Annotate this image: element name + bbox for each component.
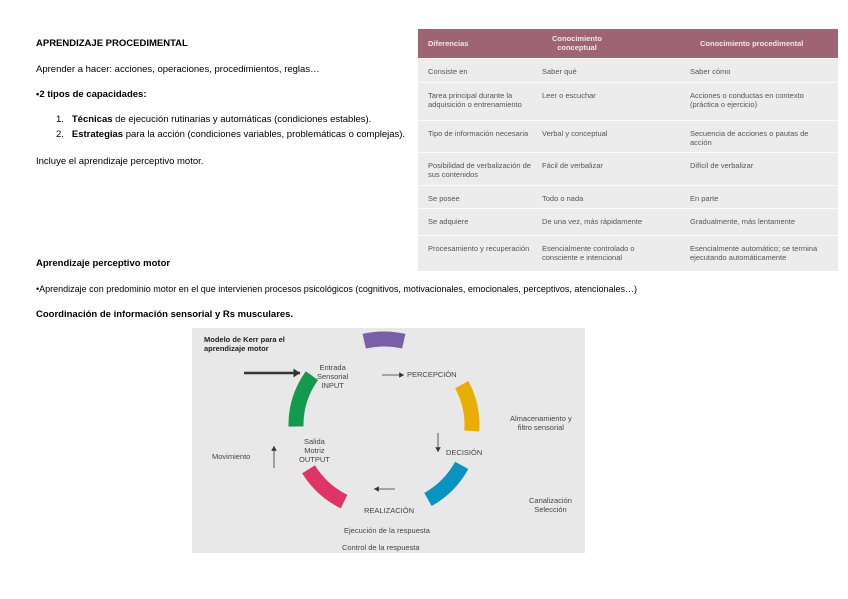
label-line: filtro sensorial	[517, 423, 564, 432]
item-number: 2.	[56, 129, 64, 140]
includes-text: Incluye el aprendizaje perceptivo motor.	[36, 156, 204, 167]
table-cell: Esencialmente automático; se termina ejecutando automáticamente	[690, 244, 818, 262]
kerr-model-diagram	[192, 328, 585, 553]
motor-text: •Aprendizaje con predominio motor en el que intervienen procesos psicológicos (cognitivos, motivacionales, emocionales, perceptivos, atencionales…)	[36, 284, 637, 294]
table-cell: Acciones o conductas en contexto (práctica o ejercicio)	[690, 91, 804, 109]
table-cell: Posibilidad de verbalización de sus contenidos	[428, 161, 531, 179]
capacity-item	[56, 114, 371, 125]
input-arrow-icon-head	[294, 369, 301, 378]
realizacion-label: REALIZACIÓN	[364, 506, 415, 515]
table-row	[418, 208, 838, 236]
header-cell: Diferencias	[428, 39, 469, 48]
percepcion-label: PERCEPCIÓN	[407, 370, 457, 379]
table-cell: Procesamiento y recuperación	[428, 244, 530, 253]
table-cell: Gradualmente, más lentamente	[690, 217, 796, 226]
diagram-title	[204, 335, 285, 353]
green-arc	[296, 376, 312, 427]
control-label: Control de la respuesta	[342, 543, 420, 552]
table-row	[418, 185, 838, 209]
canalizacion-label	[529, 496, 572, 514]
title-line: aprendizaje motor	[204, 344, 269, 353]
table-cell: Tipo de información necesaria	[428, 129, 529, 138]
table-cell: Leer o escuchar	[542, 91, 596, 100]
table-row	[418, 152, 838, 186]
motor-heading: Aprendizaje perceptivo motor	[36, 258, 171, 269]
label-line: Sensorial	[317, 372, 349, 381]
item-bold: Técnicas	[71, 114, 113, 125]
label-line: OUTPUT	[299, 455, 330, 464]
table-cell: Difícil de verbalizar	[690, 161, 754, 170]
cycle-arcs	[192, 328, 585, 553]
label-line: Almacenamiento y	[510, 414, 572, 423]
title-line: Modelo de Kerr para el	[204, 335, 285, 344]
item-number: 1.	[56, 114, 64, 125]
table-cell: De una vez, más rápidamente	[542, 217, 643, 226]
decision-label: DECISIÓN	[446, 448, 483, 457]
table-cell: Todo o nada	[542, 194, 584, 203]
comparison-table	[418, 29, 838, 271]
yellow-arc	[462, 385, 472, 431]
table-row	[418, 82, 838, 121]
table-cell: Se adquiere	[428, 217, 469, 226]
movimiento-label: Movimiento	[212, 452, 251, 461]
label-line: Selección	[534, 505, 567, 514]
table-cell: Esencialmente controlado o consciente e intencional	[542, 244, 635, 262]
purple-arc	[364, 339, 404, 341]
table-cell: Se posee	[428, 194, 460, 203]
coordination-text: Coordinación de información sensorial y Rs musculares.	[36, 309, 294, 320]
realizacion-arrow-icon-head	[374, 486, 379, 492]
table-cell: En parte	[690, 194, 719, 203]
pink-arc	[309, 469, 344, 501]
label-line: Entrada	[319, 363, 346, 372]
table-cell: Saber cómo	[690, 67, 731, 76]
label-line: INPUT	[321, 381, 344, 390]
capacities-heading: •2 tipos de capacidades:	[36, 89, 147, 100]
blue-arc	[428, 465, 462, 499]
intro-text: Aprender a hacer: acciones, operaciones, procedimientos, reglas…	[36, 64, 320, 75]
table-row	[418, 58, 838, 83]
decision-arrow-icon-head	[435, 447, 441, 452]
page-title: APRENDIZAJE PROCEDIMENTAL	[36, 38, 188, 49]
table-cell: Consiste en	[428, 67, 468, 76]
table-cell: Tarea principal durante la adquisición o entrenamiento	[428, 91, 522, 109]
ejecucion-label: Ejecución de la respuesta	[344, 526, 430, 535]
table-row	[418, 235, 838, 272]
item-text: para la acción (condiciones variables, problemáticas o complejas).	[123, 129, 406, 140]
almacenamiento-label	[510, 414, 572, 432]
percepcion-arrow-icon-head	[399, 372, 404, 378]
table-cell: Saber qué	[542, 67, 577, 76]
table-header	[418, 29, 838, 58]
table-cell: Secuencia de acciones o pautas de acción	[690, 129, 809, 147]
table-cell: Verbal y conceptual	[542, 129, 608, 138]
input-label	[317, 363, 348, 390]
label-line: Canalización	[529, 496, 572, 505]
item-text: de ejecución rutinarias y automáticas (condiciones estables).	[112, 114, 372, 125]
label-line: Motriz	[304, 446, 325, 455]
capacity-item	[56, 129, 405, 140]
output-label	[299, 437, 330, 464]
movimiento-arrow-icon-head	[271, 446, 277, 451]
table-cell: Fácil de verbalizar	[542, 161, 603, 170]
header-cell: Conocimiento procedimental	[700, 39, 804, 48]
table-row	[418, 120, 838, 153]
label-line: Salida	[303, 437, 325, 446]
item-bold: Estrategias	[71, 129, 124, 140]
header-cell: Conocimiento conceptual	[552, 34, 602, 52]
